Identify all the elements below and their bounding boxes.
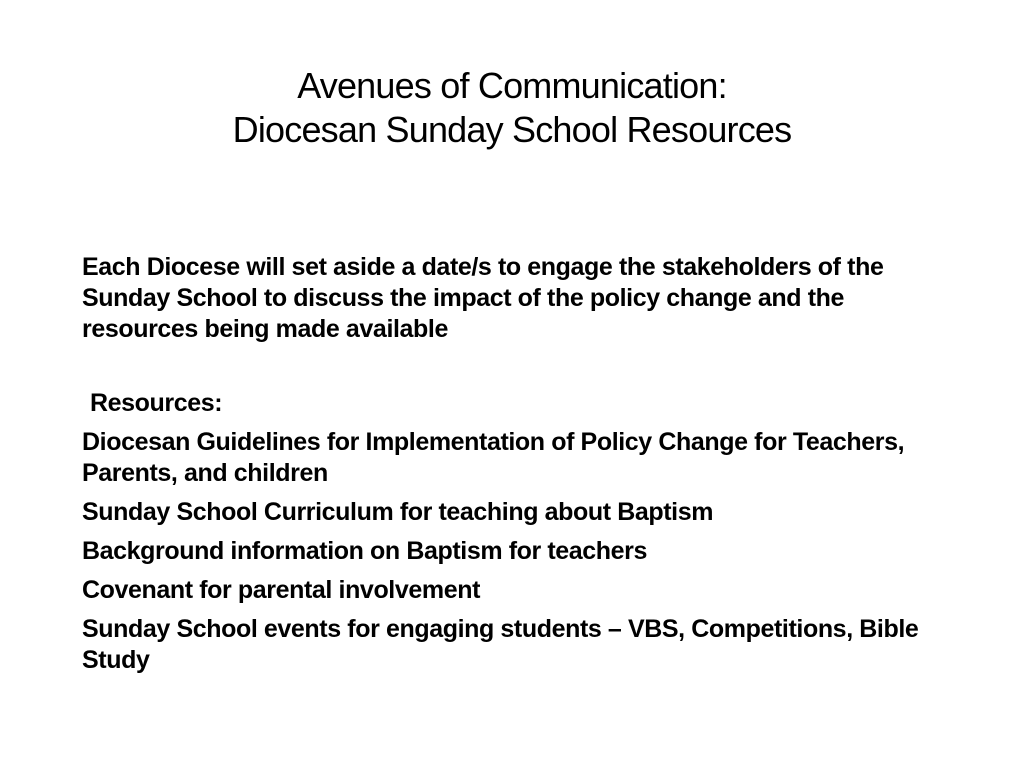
resources-heading: Resources: [90,389,223,417]
resource-item: Sunday School Curriculum for teaching about Baptism [82,498,714,526]
slide-body [82,252,962,676]
resource-item: Sunday School events for engaging students – VBS, Competitions, Bible Study [82,615,919,674]
title-line-2: Diocesan Sunday School Resources [232,109,792,150]
resource-item: Covenant for parental involvement [82,576,480,604]
title-line-1: Avenues of Communication: [297,65,727,106]
slide-title [60,64,964,152]
intro-paragraph: Each Diocese will set aside a date/s to engage the stakeholders of the Sunday School to discuss the impact of the policy change and the resources being made available [82,253,884,343]
resource-item: Background information on Baptism for teachers [82,537,648,565]
resource-item: Diocesan Guidelines for Implementation of Policy Change for Teachers, Parents, and children [82,428,905,487]
resources-list [82,427,962,676]
